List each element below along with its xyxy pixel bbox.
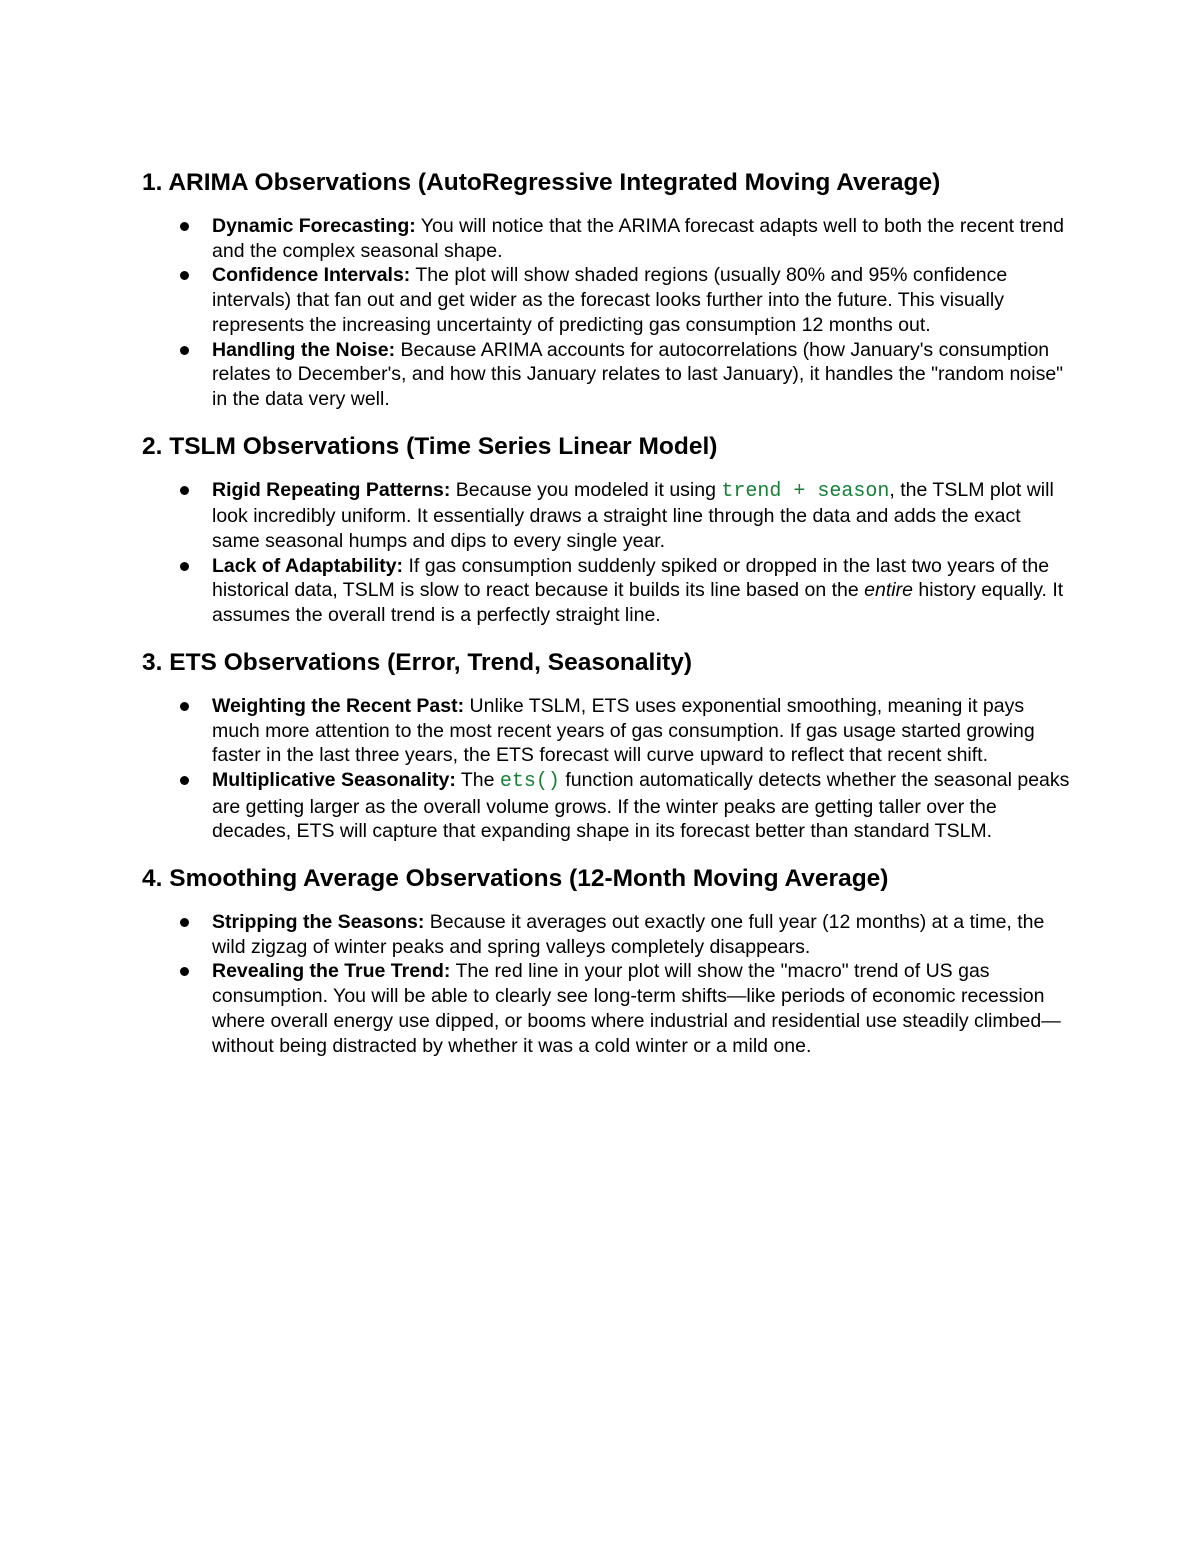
list-item (142, 694, 1072, 768)
bullet-term: Dynamic Forecasting: (212, 215, 416, 237)
list-item (142, 478, 1072, 554)
bullet-text: function automatically detects whether the seasonal peaks are getting larger as the overall volume grows. If the winter peaks are getting taller over the decades, ETS will capture that expanding shape in its forecast better than standard TSLM. (212, 768, 1070, 843)
bullet-icon (180, 562, 189, 571)
bullet-list (142, 478, 1072, 628)
inline-code: ets() (499, 769, 560, 793)
bullet-text: Unlike TSLM, ETS uses exponential smoothing, meaning it pays much more attention to the most recent years of gas consumption. If gas usage started growing faster in the last three years, the ETS forecast will curve upward to reflect that recent shift. (212, 694, 1035, 767)
bullet-list (142, 694, 1072, 844)
section-heading: 2. TSLM Observations (Time Series Linear Model) (142, 432, 718, 460)
bullet-list (142, 910, 1072, 1058)
bullet-icon (180, 702, 189, 711)
bullet-term: Rigid Repeating Patterns: (212, 478, 451, 501)
list-item (142, 768, 1072, 844)
bullet-text: If gas consumption suddenly spiked or dropped in the last two years of the historical data, TSLM is slow to react because it builds its line based on the (212, 554, 1050, 602)
bullet-text: , the TSLM plot will look incredibly uniform. It essentially draws a straight line through the data and adds the exact same seasonal humps and dips to every single year. (212, 478, 1054, 553)
bullet-term: Confidence Intervals: (212, 264, 411, 287)
document-page (142, 168, 1072, 1078)
section-arima (142, 168, 1072, 412)
section-smoothing-average (142, 864, 1072, 1058)
bullet-text: Because you modeled it using (450, 478, 722, 501)
section-tslm (142, 432, 1072, 628)
list-item (142, 338, 1072, 412)
bullet-text: history equally. It assumes the overall trend is a perfectly straight line. (212, 579, 1064, 627)
list-item (142, 214, 1072, 263)
list-item (142, 263, 1072, 337)
bullet-text: The (455, 768, 500, 791)
inline-code: trend + season (721, 479, 890, 503)
bullet-icon (180, 271, 189, 280)
bullet-term: Weighting the Recent Past: (212, 694, 465, 717)
section-heading: 1. ARIMA Observations (AutoRegressive Integrated Moving Average) (142, 169, 941, 196)
section-heading: 4. Smoothing Average Observations (12-Month Moving Average) (142, 865, 889, 893)
bullet-text: Because it averages out exactly one full year (12 months) at a time, the wild zigzag of winter peaks and spring valleys completely disappears. (212, 911, 1045, 958)
bullet-text: Because ARIMA accounts for autocorrelations (how January's consumption relates to December's, and how this January relates to last January), it handles the "random noise" in the data very well. (212, 338, 1064, 410)
bullet-term: Multiplicative Seasonality: (212, 768, 456, 791)
bullet-icon (180, 967, 189, 976)
bullet-list (142, 214, 1072, 412)
bullet-icon (180, 918, 189, 927)
bullet-term: Lack of Adaptability: (212, 554, 404, 577)
bullet-text: The plot will show shaded regions (usually 80% and 95% confidence intervals) that fan out and get wider as the forecast looks further into the future. This visually represents the increasing uncertainty of predicting gas consumption 12 months out. (212, 264, 1008, 336)
bullet-term: Handling the Noise: (212, 338, 396, 361)
emphasis-text: entire (864, 579, 913, 602)
bullet-term: Stripping the Seasons: (212, 911, 425, 934)
section-ets (142, 648, 1072, 844)
section-heading: 3. ETS Observations (Error, Trend, Seasonality) (142, 648, 693, 676)
bullet-icon (180, 486, 189, 495)
bullet-icon (180, 222, 189, 231)
bullet-text: The red line in your plot will show the "macro" trend of US gas consumption. You will be able to clearly see long-term shifts—like periods of economic recession where overall energy use dipped, or booms where industrial and residential use steadily climbed—without being distracted by whether it was a cold winter or a mild one. (212, 960, 1061, 1057)
bullet-icon (180, 346, 189, 355)
list-item (142, 910, 1072, 959)
list-item (142, 554, 1072, 628)
list-item (142, 959, 1072, 1058)
bullet-term: Revealing the True Trend: (212, 960, 451, 983)
bullet-text: You will notice that the ARIMA forecast adapts well to both the recent trend and the complex seasonal shape. (212, 215, 1064, 262)
bullet-icon (180, 776, 189, 785)
